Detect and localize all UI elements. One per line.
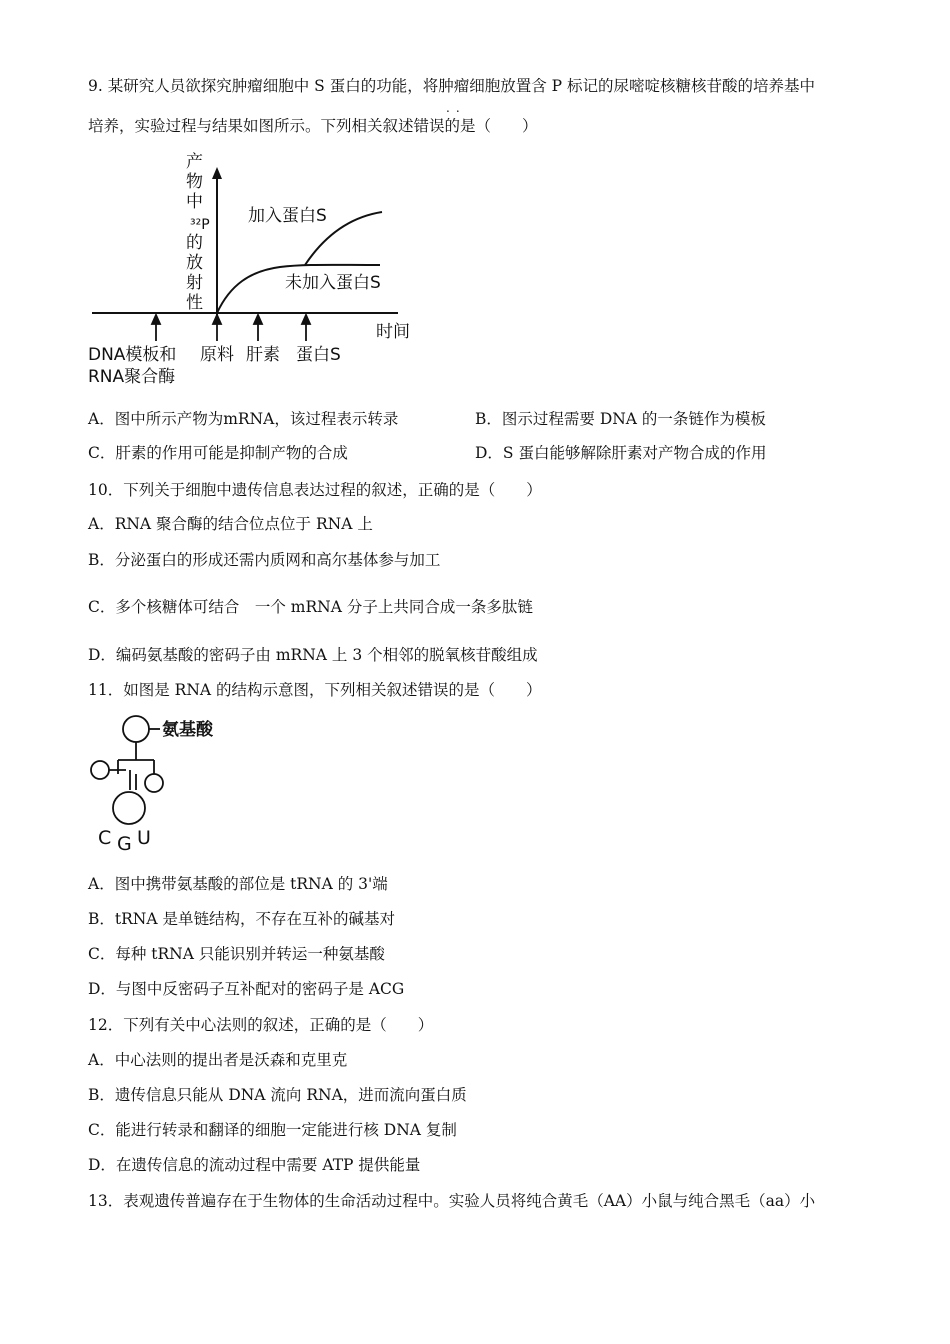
q13-stem: 13．表观遗传普遍存在于生物体的生命活动过程中。实验人员将纯合黄毛（AA）小鼠与纯合黑毛（aa）小 bbox=[88, 1192, 816, 1210]
curve-lower-label: 未加入蛋白S bbox=[285, 273, 381, 293]
q11-option-c: C．每种 tRNA 只能识别并转运一种氨基酸 bbox=[88, 945, 385, 963]
q12-option-d: D．在遗传信息的流动过程中需要 ATP 提供能量 bbox=[88, 1156, 421, 1174]
q11-option-a: A．图中携带氨基酸的部位是 tRNA 的 3'端 bbox=[88, 875, 388, 893]
y-label-char: 物 bbox=[186, 172, 203, 192]
amino-acid-label: 氨基酸 bbox=[162, 720, 213, 740]
q10-option-a: A．RNA 聚合酶的结合位点位于 RNA 上 bbox=[88, 515, 373, 533]
q9-option-c: C．肝素的作用可能是抑制产物的合成 bbox=[88, 444, 348, 462]
anticodon-base: C bbox=[98, 827, 112, 849]
q12-option-b: B．遗传信息只能从 DNA 流向 RNA，进而流向蛋白质 bbox=[88, 1086, 467, 1104]
y-label-char: 性 bbox=[186, 293, 203, 313]
label-dna-template: DNA模板和 bbox=[88, 345, 177, 365]
y-label-char: 产 bbox=[186, 152, 203, 172]
q11-stem: 11．如图是 RNA 的结构示意图，下列相关叙述错误的是（ ） bbox=[88, 681, 542, 699]
d-loop bbox=[91, 761, 109, 779]
arrow-protein-s-head bbox=[302, 315, 310, 324]
y-axis-label bbox=[186, 152, 210, 313]
q9-option-a: A．图中所示产物为mRNA，该过程表示转录 bbox=[88, 410, 399, 428]
q9-stem-line1: 9. 某研究人员欲探究肿瘤细胞中 S 蛋白的功能，将肿瘤细胞放置含 P 标记的尿嘧啶核糖核苷酸的培养基中 bbox=[88, 77, 815, 95]
label-protein-s: 蛋白S bbox=[296, 345, 341, 365]
q12-option-a: A．中心法则的提出者是沃森和克里克 bbox=[88, 1051, 348, 1069]
anticodon-loop bbox=[113, 792, 145, 824]
anticodon-base: U bbox=[137, 827, 151, 849]
arrow-raw-material-head bbox=[213, 315, 221, 324]
t-loop bbox=[145, 774, 163, 792]
q10-option-b: B．分泌蛋白的形成还需内质网和高尔基体参与加工 bbox=[88, 551, 441, 569]
label-heparin: 肝素 bbox=[246, 345, 280, 365]
label-raw-material: 原料 bbox=[200, 345, 234, 365]
arrow-dna-template-head bbox=[152, 315, 160, 324]
q10-option-d: D．编码氨基酸的密码子由 mRNA 上 3 个相邻的脱氧核苷酸组成 bbox=[88, 646, 538, 664]
y-label-char: ³²P bbox=[190, 217, 210, 233]
acceptor-loop bbox=[123, 716, 149, 742]
q11-option-b: B．tRNA 是单链结构，不存在互补的碱基对 bbox=[88, 910, 395, 928]
q11-option-d: D．与图中反密码子互补配对的密码子是 ACG bbox=[88, 980, 405, 998]
y-label-char: 中 bbox=[186, 192, 203, 212]
q11-trna-figure bbox=[84, 712, 234, 857]
y-label-char: 放 bbox=[186, 253, 203, 273]
y-axis-arrowhead bbox=[212, 167, 222, 179]
q9-figure bbox=[80, 145, 430, 390]
q10-option-c: C．多个核糖体可结合 一个 mRNA 分子上共同合成一条多肽链 bbox=[88, 598, 533, 616]
curve-upper-label: 加入蛋白S bbox=[248, 206, 327, 226]
arrow-heparin-head bbox=[254, 315, 262, 324]
y-label-char: 射 bbox=[186, 273, 203, 293]
x-axis-label: 时间 bbox=[376, 322, 410, 342]
anticodon-base: G bbox=[117, 833, 132, 855]
emphasis-dots: .. bbox=[446, 101, 466, 115]
y-label-char: 的 bbox=[186, 233, 203, 253]
label-rna-polymerase: RNA聚合酶 bbox=[88, 367, 176, 387]
q12-stem: 12．下列有关中心法则的叙述，正确的是（ ） bbox=[88, 1016, 434, 1034]
q10-stem: 10．下列关于细胞中遗传信息表达过程的叙述，正确的是（ ） bbox=[88, 481, 542, 499]
q12-option-c: C．能进行转录和翻译的细胞一定能进行核 DNA 复制 bbox=[88, 1121, 457, 1139]
q9-option-b: B．图示过程需要 DNA 的一条链作为模板 bbox=[475, 410, 766, 428]
q9-option-d: D．S 蛋白能够解除肝素对产物合成的作用 bbox=[475, 444, 767, 462]
q9-stem-line2: 培养，实验过程与结果如图所示。下列相关叙述错误的是（ ） bbox=[88, 117, 538, 135]
